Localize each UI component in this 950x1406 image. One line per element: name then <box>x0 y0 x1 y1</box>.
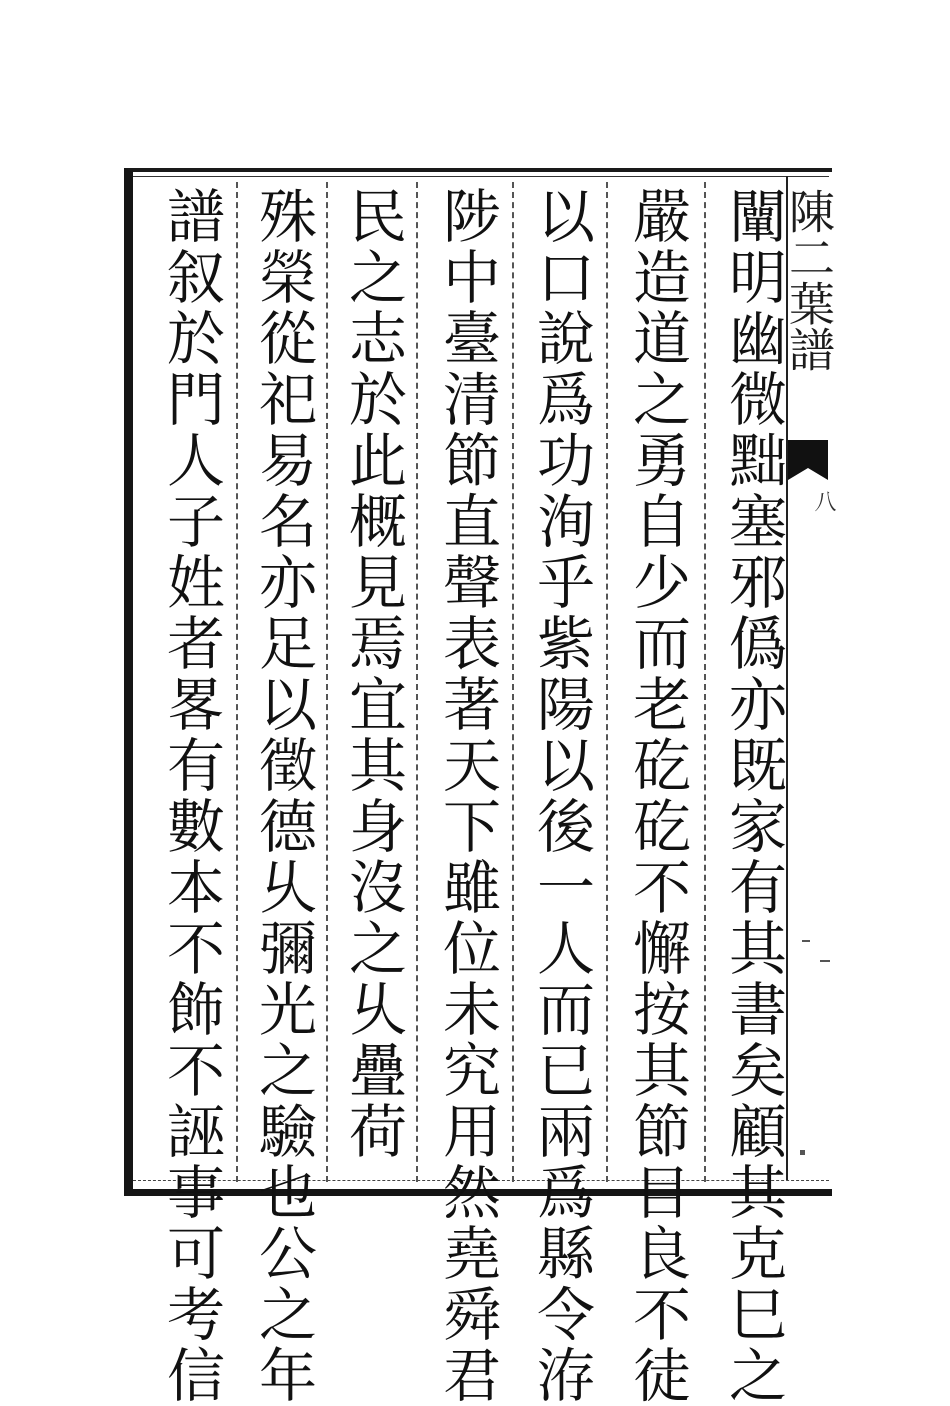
text-column-3 <box>518 186 604 1406</box>
column-text: 陟中臺清節直聲表著天下雖位未究用然堯舜君 <box>433 186 501 1406</box>
text-column-6 <box>240 186 326 1406</box>
column-text: 嚴造道之勇自少而老矻矻不懈按其節目良不徒 <box>623 186 691 1406</box>
text-column-7 <box>148 186 234 1406</box>
ink-speck <box>800 1150 805 1155</box>
column-divider <box>704 182 706 1182</box>
column-divider <box>512 182 514 1182</box>
ink-speck <box>820 960 830 962</box>
column-text: 殊榮從祀易名亦足以徵德乆彌光之驗也公之年 <box>249 186 317 1406</box>
column-text: 闡明幽微黜塞邪僞亦既家有其書矣顧其克巳之 <box>719 186 787 1406</box>
ink-speck <box>802 940 810 942</box>
column-text: 民之志於此概見焉宜其身沒之乆疊荷 <box>339 186 407 1162</box>
margin-title: 陳二葉譜 <box>782 188 836 372</box>
text-column-2 <box>614 186 700 1406</box>
column-divider <box>236 182 238 1182</box>
column-divider <box>326 182 328 1182</box>
text-column-1 <box>710 186 796 1406</box>
text-column-5 <box>330 186 416 1176</box>
text-column-4 <box>424 186 510 1406</box>
column-text: 譜叙於門人子姓者畧有數本不飾不誣事可考信 <box>157 186 225 1406</box>
column-text: 以口說爲功洵乎紫陽以後一人而已兩爲縣令洊 <box>527 186 595 1406</box>
inner-rule-top <box>133 176 829 177</box>
margin-page-number: 八 <box>811 490 836 512</box>
column-divider <box>416 182 418 1182</box>
column-divider <box>606 182 608 1182</box>
